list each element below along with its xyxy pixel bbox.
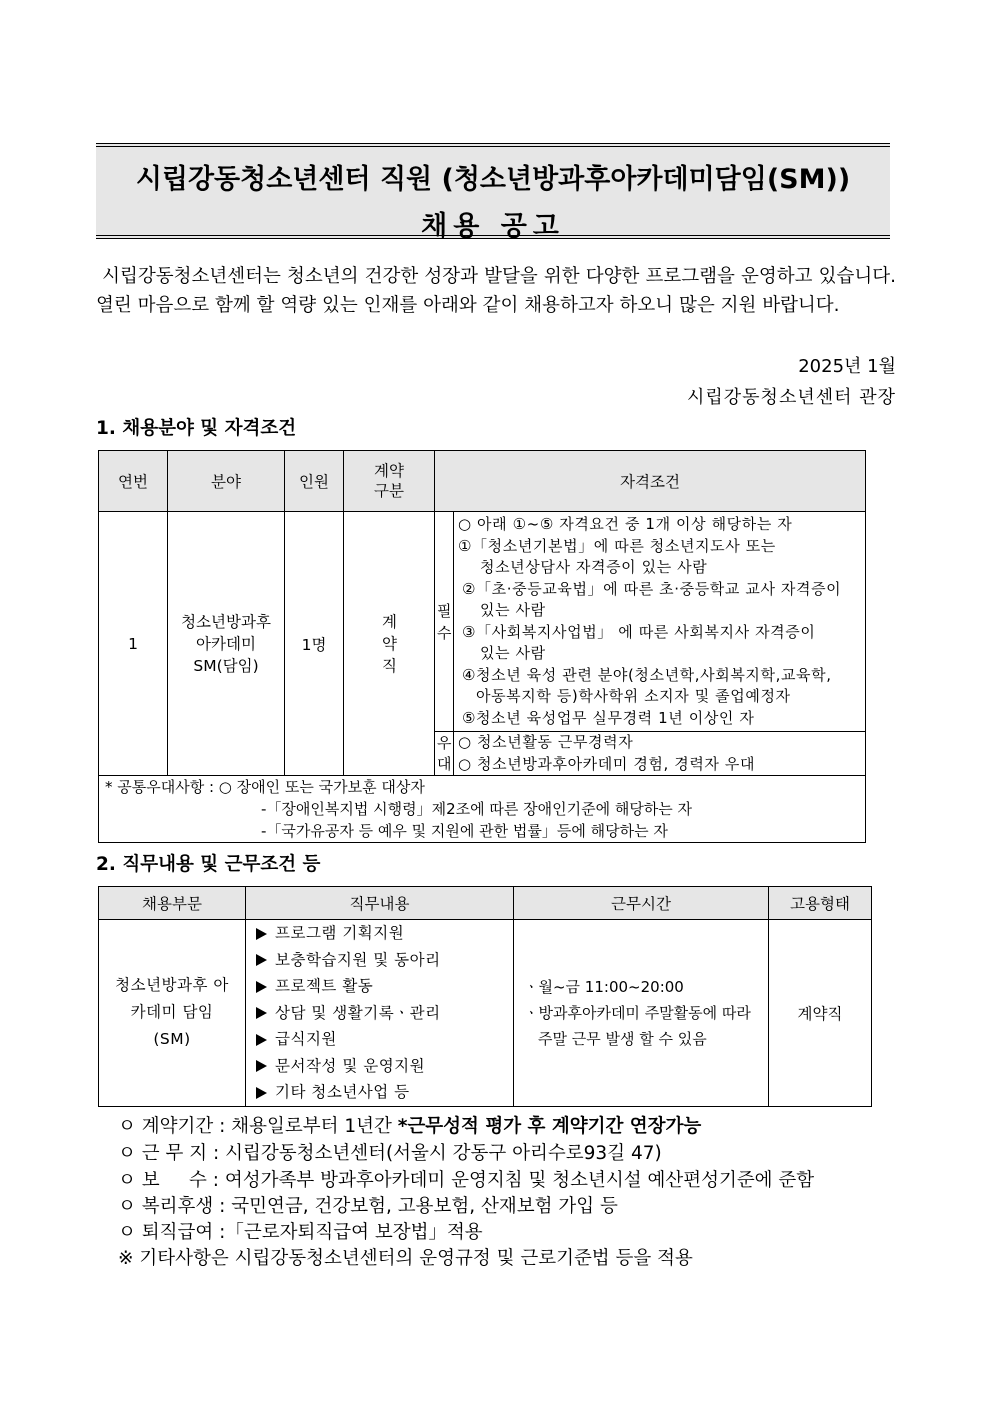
hours-cell	[514, 920, 769, 1107]
condition-pay: ㅇ 보 수 : 여성가족부 방과후아카데미 운영지침 및 청소년시설 예산편성기준에 준함	[118, 1170, 815, 1191]
condition-contract	[118, 1112, 701, 1138]
hours-line: ㆍ월~금 11:00~20:00	[524, 977, 684, 996]
row-field-label: 청소년방과후 아카데미 SM(담임)	[181, 612, 271, 675]
duty-text: 기타 청소년사업 등	[275, 1083, 410, 1101]
page-title: 시립강동청소년센터 직원 (청소년방과후아카데미담임(SM))	[135, 164, 851, 195]
duty-item	[246, 1079, 513, 1106]
hours-line: 주말 근무 발생 할 수 있음	[538, 1029, 707, 1048]
required-item: ③「사회복지사업법」 에 따른 사회복지사 자격증이	[462, 622, 816, 641]
duty-text: 프로젝트 활동	[275, 977, 374, 995]
header-type: 고용형태	[769, 887, 872, 920]
required-item: ○ 아래 ①~⑤ 자격요건 중 1개 이상 해당하는 자	[458, 515, 793, 533]
preferred-label	[435, 732, 454, 776]
triangle-bullet-icon	[256, 981, 267, 993]
note-line: -「국가유공자 등 예우 및 지원에 관한 법률」등에 해당하는 자	[261, 822, 668, 840]
intro-paragraph	[96, 262, 896, 320]
required-item: ②「초·중등교육법」에 따른 초·중등학교 교사 자격증이	[462, 579, 842, 598]
duty-item	[246, 973, 513, 1000]
duty-item	[246, 920, 513, 947]
triangle-bullet-icon	[256, 928, 267, 940]
duty-text: 문서작성 및 운영지원	[275, 1056, 426, 1075]
required-item: ①「청소년기본법」에 따른 청소년지도사 또는	[458, 536, 776, 555]
triangle-bullet-icon	[256, 954, 267, 966]
notice-date: 2025년 1월	[798, 356, 896, 377]
row-contract	[344, 512, 435, 776]
triangle-bullet-icon	[256, 1034, 267, 1046]
duty-item	[246, 947, 513, 974]
required-item: 있는 사람	[480, 601, 546, 619]
duty-text: 급식지원	[275, 1030, 337, 1048]
preferred-item: ○ 청소년활동 근무경력자	[458, 733, 634, 751]
condition-severance: ㅇ 퇴직급여 :「근로자퇴직급여 보장법」적용	[118, 1222, 483, 1243]
condition-etc: ※ 기타사항은 시립강동청소년센터의 운영규정 및 근로기준법 등을 적용	[118, 1248, 693, 1269]
header-count	[285, 451, 344, 512]
header-dept: 채용부문	[99, 887, 246, 920]
required-item: 있는 사람	[480, 644, 546, 662]
contract-text: 채용일로부터 1년간	[231, 1116, 398, 1137]
contract-bold: *근무성적 평가 후 계약기간 연장가능	[397, 1116, 702, 1137]
header-no: 연번	[99, 451, 168, 512]
required-item: ⑤청소년 육성업무 실무경력 1년 이상인 자	[462, 708, 755, 727]
triangle-bullet-icon	[256, 1007, 267, 1019]
row-dept	[99, 920, 246, 1107]
header-hours: 근무시간	[514, 887, 769, 920]
row-no: 1	[99, 512, 168, 776]
condition-workplace: ㅇ 근 무 지 : 시립강동청소년센터(서울시 강동구 아리수로93길 47)	[118, 1143, 662, 1164]
notice-signer: 시립강동청소년센터 관장	[687, 387, 896, 408]
section2-heading: 2. 직무내용 및 근무조건 등	[96, 854, 321, 875]
header-duty: 직무내용	[246, 887, 514, 920]
header-contract	[344, 451, 435, 512]
page-subtitle: 채용 공고	[421, 211, 565, 242]
duty-item	[246, 1000, 513, 1027]
contract-label: ㅇ 계약기간 :	[118, 1116, 232, 1137]
required-list	[454, 512, 866, 732]
required-item: 아동복지학 등)학사학위 소지자 및 졸업예정자	[476, 687, 791, 705]
header-contract-label: 계약 구분	[374, 462, 404, 500]
hours-line: ㆍ방과후아카데미 주말활동에 따라	[524, 1003, 751, 1022]
title-box	[96, 143, 890, 242]
header-qual: 자격조건	[435, 451, 866, 512]
preferred-item: ○ 청소년방과후아카데미 경험, 경력자 우대	[458, 754, 756, 773]
required-label	[435, 512, 454, 732]
preferred-label-text: 우 대	[437, 733, 452, 773]
duty-list	[246, 920, 514, 1107]
triangle-bullet-icon	[256, 1087, 267, 1099]
triangle-bullet-icon	[256, 1060, 267, 1072]
preferred-list	[454, 732, 866, 776]
header-count-label: 인원	[299, 473, 329, 491]
qualification-table	[98, 450, 866, 843]
duty-item	[246, 1026, 513, 1053]
header-field: 분야	[168, 451, 285, 512]
row-contract-label: 계 약 직	[382, 612, 397, 675]
row-count: 1명	[285, 512, 344, 776]
note-line: -「장애인복지법 시행령」제2조에 따른 장애인기준에 해당하는 자	[261, 800, 693, 818]
common-preference-notes	[99, 776, 866, 843]
row-dept-label: 청소년방과후 아카데미 담임 (SM)	[115, 976, 229, 1049]
row-type: 계약직	[769, 920, 872, 1107]
duty-item	[246, 1053, 513, 1080]
duty-table	[98, 886, 872, 1107]
duty-text: 프로그램 기획지원	[275, 924, 405, 942]
duty-text: 보충학습지원 및 동아리	[275, 950, 441, 969]
condition-welfare: ㅇ 복리후생 : 국민연금, 건강보험, 고용보험, 산재보험 가입 등	[118, 1196, 618, 1217]
required-item: ④청소년 육성 관련 분야(청소년학,사회복지학,교육학,	[462, 665, 832, 684]
note-line: * 공통우대사항 : ○ 장애인 또는 국가보훈 대상자	[105, 778, 425, 796]
required-label-text: 필 수	[437, 601, 452, 642]
required-item: 청소년상담사 자격증이 있는 사람	[480, 558, 708, 576]
duty-text: 상담 및 생활기록ㆍ관리	[275, 1003, 441, 1022]
intro-text: 시립강동청소년센터는 청소년의 건강한 성장과 발달을 위한 다양한 프로그램을 운영하고 있습니다. 열린 마음으로 함께 할 역량 있는 인재를 아래와 같이 채용하고자 하오니 많은 지원 바랍니다.	[96, 266, 896, 316]
section1-heading: 1. 채용분야 및 자격조건	[96, 418, 297, 439]
row-field	[168, 512, 285, 776]
